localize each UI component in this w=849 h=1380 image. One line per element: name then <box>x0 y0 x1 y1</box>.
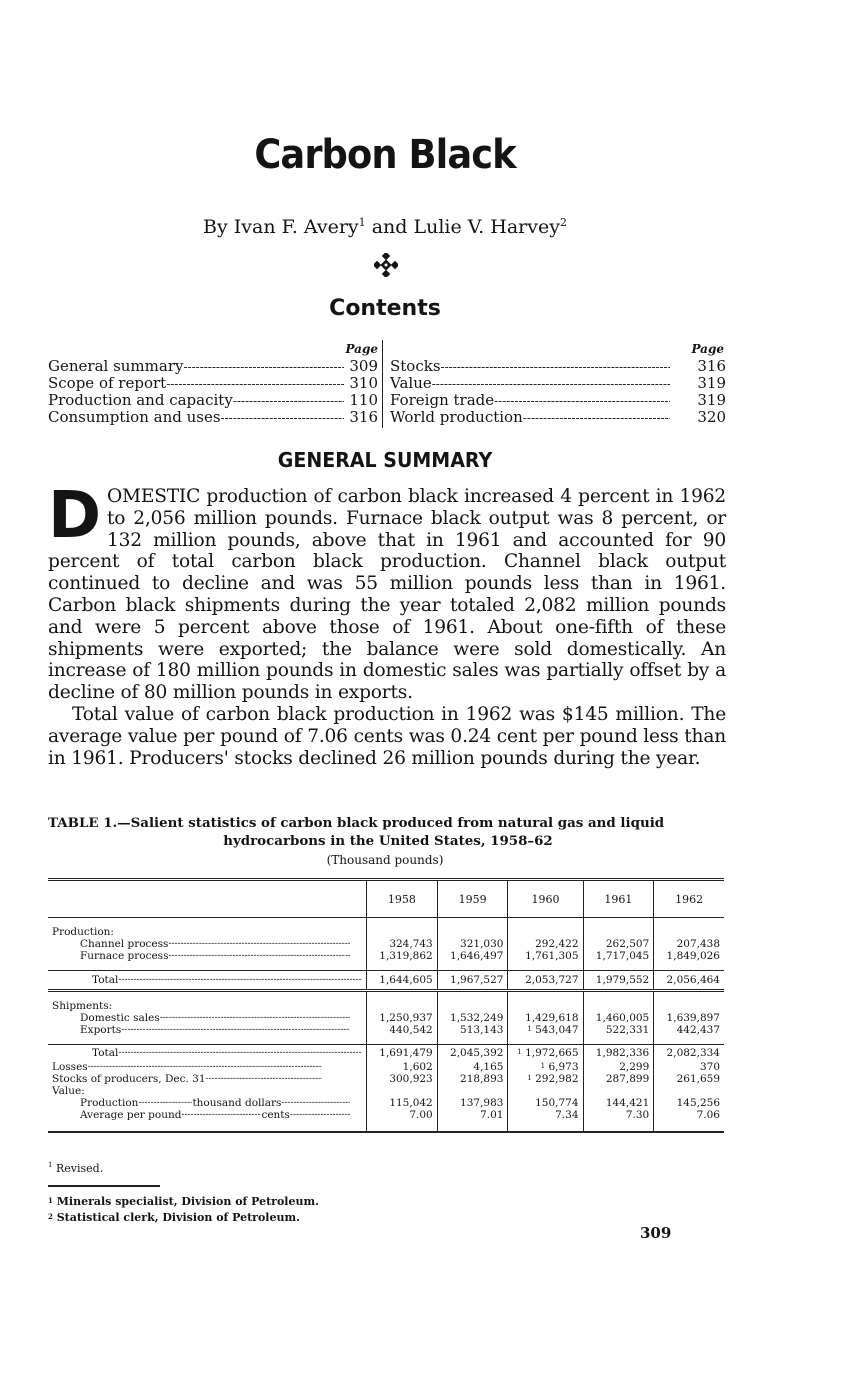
toc-left-column <box>48 340 383 428</box>
footnote-divider <box>48 1185 160 1187</box>
footnote-1: $^1$ Minerals specialist, Division of Petroleum. <box>48 1195 319 1208</box>
byline-author-1: By Ivan F. Avery <box>203 216 359 238</box>
table-row: Exports ----- 440,542 513,143 $^1$ 543,047 522,331 442,437 <box>48 1024 724 1036</box>
toc-page-label: Page <box>345 342 378 356</box>
table-row: Value: <box>48 1085 724 1097</box>
toc-right-column <box>390 340 728 428</box>
summary-paragraph-2: Total value of carbon black production in 1962 was $145 million. The average value per pound of 7.06 cents was 0.24 cent per pound less than in 1961. Producers' stocks declined 26 million pounds during the year. <box>48 703 726 769</box>
table-row: Total ----- 1,691,479 2,045,392 $^1$ 1,972,665 1,982,336 2,082,334 <box>48 1045 724 1062</box>
salient-statistics-table <box>48 878 724 1133</box>
table-row: Total ----- 1,644,605 1,967,527 2,053,727 1,979,552 2,056,464 <box>48 971 724 991</box>
byline-footnote-mark-2: 2 <box>559 216 567 229</box>
column-header: 1958 <box>367 880 438 918</box>
toc-entry: Production and capacity ----- 110 <box>48 392 382 409</box>
page-title: Carbon Black <box>254 132 516 178</box>
table-row: Average per pound ----- cents ----- 7.00 7.01 7.34 7.30 7.06 <box>48 1109 724 1132</box>
table-row: Production: <box>48 926 724 938</box>
toc-entry: Scope of report ----- 310 <box>48 375 382 392</box>
column-header: 1961 <box>583 880 654 918</box>
toc-entry: Consumption and uses ----- 316 <box>48 409 382 426</box>
toc-entry: World production ----- 320 <box>390 409 728 426</box>
toc-entry: Foreign trade ----- 319 <box>390 392 728 409</box>
toc-page-label: Page <box>691 342 724 356</box>
byline-author-2: and Lulie V. Harvey <box>371 216 560 238</box>
table-row: Production ----- thousand dollars ----- 115,042 137,983 150,774 144,421 145,256 <box>48 1097 724 1109</box>
table-row: Stocks of producers, Dec. 31 ----- 300,923 218,893 $^1$ 292,982 287,899 261,659 <box>48 1073 724 1085</box>
table-row: Domestic sales ----- 1,250,937 1,532,249 1,429,618 1,460,005 1,639,897 <box>48 1012 724 1024</box>
table-footnote: $^1$ Revised. <box>48 1161 104 1175</box>
section-heading: GENERAL SUMMARY <box>277 448 493 472</box>
toc-entry: Value ----- 319 <box>390 375 728 392</box>
byline <box>0 216 770 238</box>
footnote-2: $^2$ Statistical clerk, Division of Petroleum. <box>48 1211 300 1224</box>
page-footnotes <box>48 1194 319 1226</box>
column-header: 1962 <box>654 880 724 918</box>
drop-cap: D <box>48 479 101 553</box>
column-header: 1959 <box>437 880 508 918</box>
table-row: Losses ----- 1,602 4,165 $^1$ 6,973 2,299 370 <box>48 1061 724 1073</box>
column-header: 1960 <box>508 880 583 918</box>
ornament-icon <box>374 253 398 277</box>
table-row: Channel process ----- 324,743 321,030 292,422 262,507 207,438 <box>48 938 724 950</box>
page-number: 309 <box>640 1224 672 1242</box>
table-caption: TABLE 1.—Salient statistics of carbon black produced from natural gas and liquid hydrocarbons in the United States, 1958–62 <box>48 815 665 849</box>
summary-paragraph-1: DOMESTIC production of carbon black increased 4 percent in 1962 to 2,056 million pounds. Furnace black output was 8 percent, or 132 million pounds, above that in 1961 and accounted for 90 percent of total carbon black production. Channel black output continued to decline and was 55 million pounds less than in 1961. Carbon black shipments during the year totaled 2,082 million pounds and were 5 percent above those of 1961. About one-fifth of these shipments were exported; the balance were sold domestically. An increase of 180 million pounds in domestic sales was partially offset by a decline of 80 million pounds in exports. <box>48 479 726 704</box>
toc-entry: General summary ----- 309 <box>48 358 382 375</box>
table-header-row <box>48 880 724 918</box>
table-unit: (Thousand pounds) <box>326 853 444 867</box>
table-row: Shipments: <box>48 1000 724 1012</box>
byline-footnote-mark-1: 1 <box>358 216 366 229</box>
toc-entry: Stocks ----- 316 <box>390 358 728 375</box>
contents-heading: Contents <box>329 296 441 321</box>
summary-text <box>48 479 726 769</box>
table-row: Furnace process ----- 1,319,862 1,646,497 1,761,305 1,717,045 1,849,026 <box>48 950 724 962</box>
